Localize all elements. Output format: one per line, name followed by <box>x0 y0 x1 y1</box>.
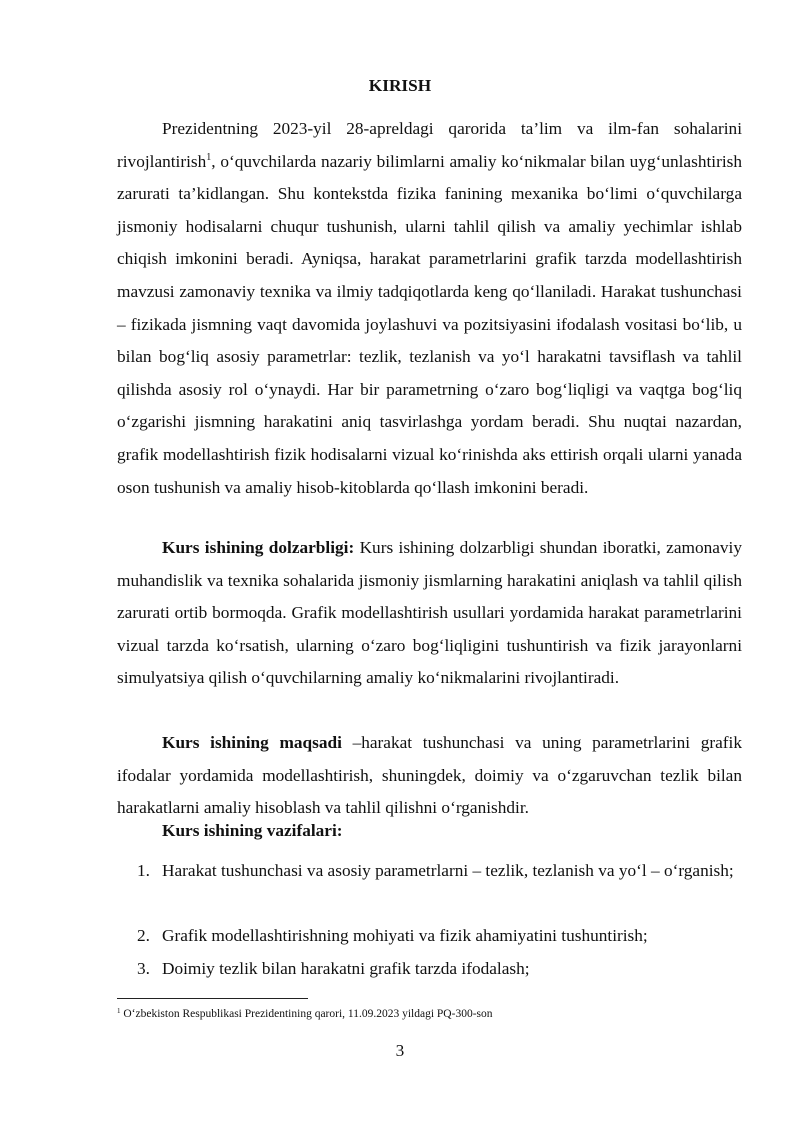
relevance-paragraph <box>117 532 742 695</box>
intro-text-rest: , o‘quvchilarda nazariy bilimlarni amaliy ko‘nikmalar bilan uyg‘unlashtirish zarurati ta’kidlangan. Shu kontekstda fizika fanining mexanika bo‘limi o‘quvchilarga jismoniy hodisalarni chuqur tushunish, ularni tahlil qilish va amaliy yechimlar ishlab chiqish imkonini beradi. Ayniqsa, harakat parametrlarini grafik tarzda modellashtirish mavzusi zamonaviy texnika va ilmiy tadqiqotlarda keng qo‘llaniladi. Harakat tushunchasi – fizikada jismning vaqt davomida joylashuvi va pozitsiyasini ifodalash vositasi bo‘lib, u bilan bog‘liq asosiy parametrlar: tezlik, tezlanish va yo‘l harakatni tavsiflash va tahlil qilishda asosiy rol o‘ynaydi. Har bir parametrning o‘zaro bog‘liqligi va vaqtga bog‘liq o‘zgarishi jismning harakatini aniq tasvirlashga yordam beradi. Shu nuqtai nazardan, grafik modellashtirish fizik hodisalarni vizual ko‘rinishda aks ettirish orqali ularni yanada oson tushunish va amaliy hisob-kitoblarda qo‘llash imkonini beradi. <box>117 151 742 497</box>
goal-paragraph <box>117 727 742 825</box>
relevance-label: Kurs ishining dolzarbligi: <box>162 538 355 557</box>
footnote-marker: 1 <box>117 1007 121 1015</box>
list-item-text: Harakat tushunchasi va asosiy parametrlarni – tezlik, tezlanish va yo‘l – o‘rganish; <box>162 861 734 880</box>
footnote <box>117 1007 493 1021</box>
list-item-number: 2. <box>137 926 150 945</box>
list-item-text: Doimiy tezlik bilan harakatni grafik tarzda ifodalash; <box>162 959 530 978</box>
relevance-text: Kurs ishining dolzarbligi shundan iboratki, zamonaviy muhandislik va texnika sohalarida jismoniy jismlarning harakatini aniqlash va tahlil qilish zarurati ortib bormoqda. Grafik modellashtirish usullari yordamida harakat parametrlarini vizual tarzda ko‘rsatish, ularning o‘zaro bog‘liqligini tushuntirish va fizik jarayonlarni simulyatsiya qilish o‘quvchilarning amaliy ko‘nikmalarini rivojlantiradi. <box>117 538 742 688</box>
goal-text: –harakat tushunchasi va uning parametrlarini grafik ifodalar yordamida modellashtirish, shuningdek, doimiy va o‘zgaruvchan tezlik bilan harakatlarni amaliy hisoblash va tahlil qilishni o‘rganishdir. <box>117 733 742 818</box>
page-number: 3 <box>395 1041 405 1060</box>
footnote-text: O‘zbekiston Respublikasi Prezidentining qarori, 11.09.2023 yildagi PQ-300-son <box>120 1008 493 1020</box>
list-item <box>137 920 742 953</box>
footnote-divider <box>117 998 308 999</box>
intro-text-start: Prezidentning 2023-yil 28-apreldagi qarorida ta’lim va ilm-fan sohalarini rivojlantirish <box>117 119 742 171</box>
list-item <box>137 953 742 986</box>
list-item-number: 3. <box>137 959 150 978</box>
list-item-number: 1. <box>137 861 150 880</box>
list-item-text: Grafik modellashtirishning mohiyati va fizik ahamiyatini tushuntirish; <box>162 926 648 945</box>
goal-label: Kurs ishining maqsadi <box>162 733 342 752</box>
intro-paragraph <box>117 113 742 504</box>
section-title: KIRISH <box>368 76 432 95</box>
tasks-heading: Kurs ishining vazifalari: <box>162 821 343 840</box>
footnote-reference[interactable]: 1 <box>206 151 212 163</box>
list-item <box>137 855 742 888</box>
